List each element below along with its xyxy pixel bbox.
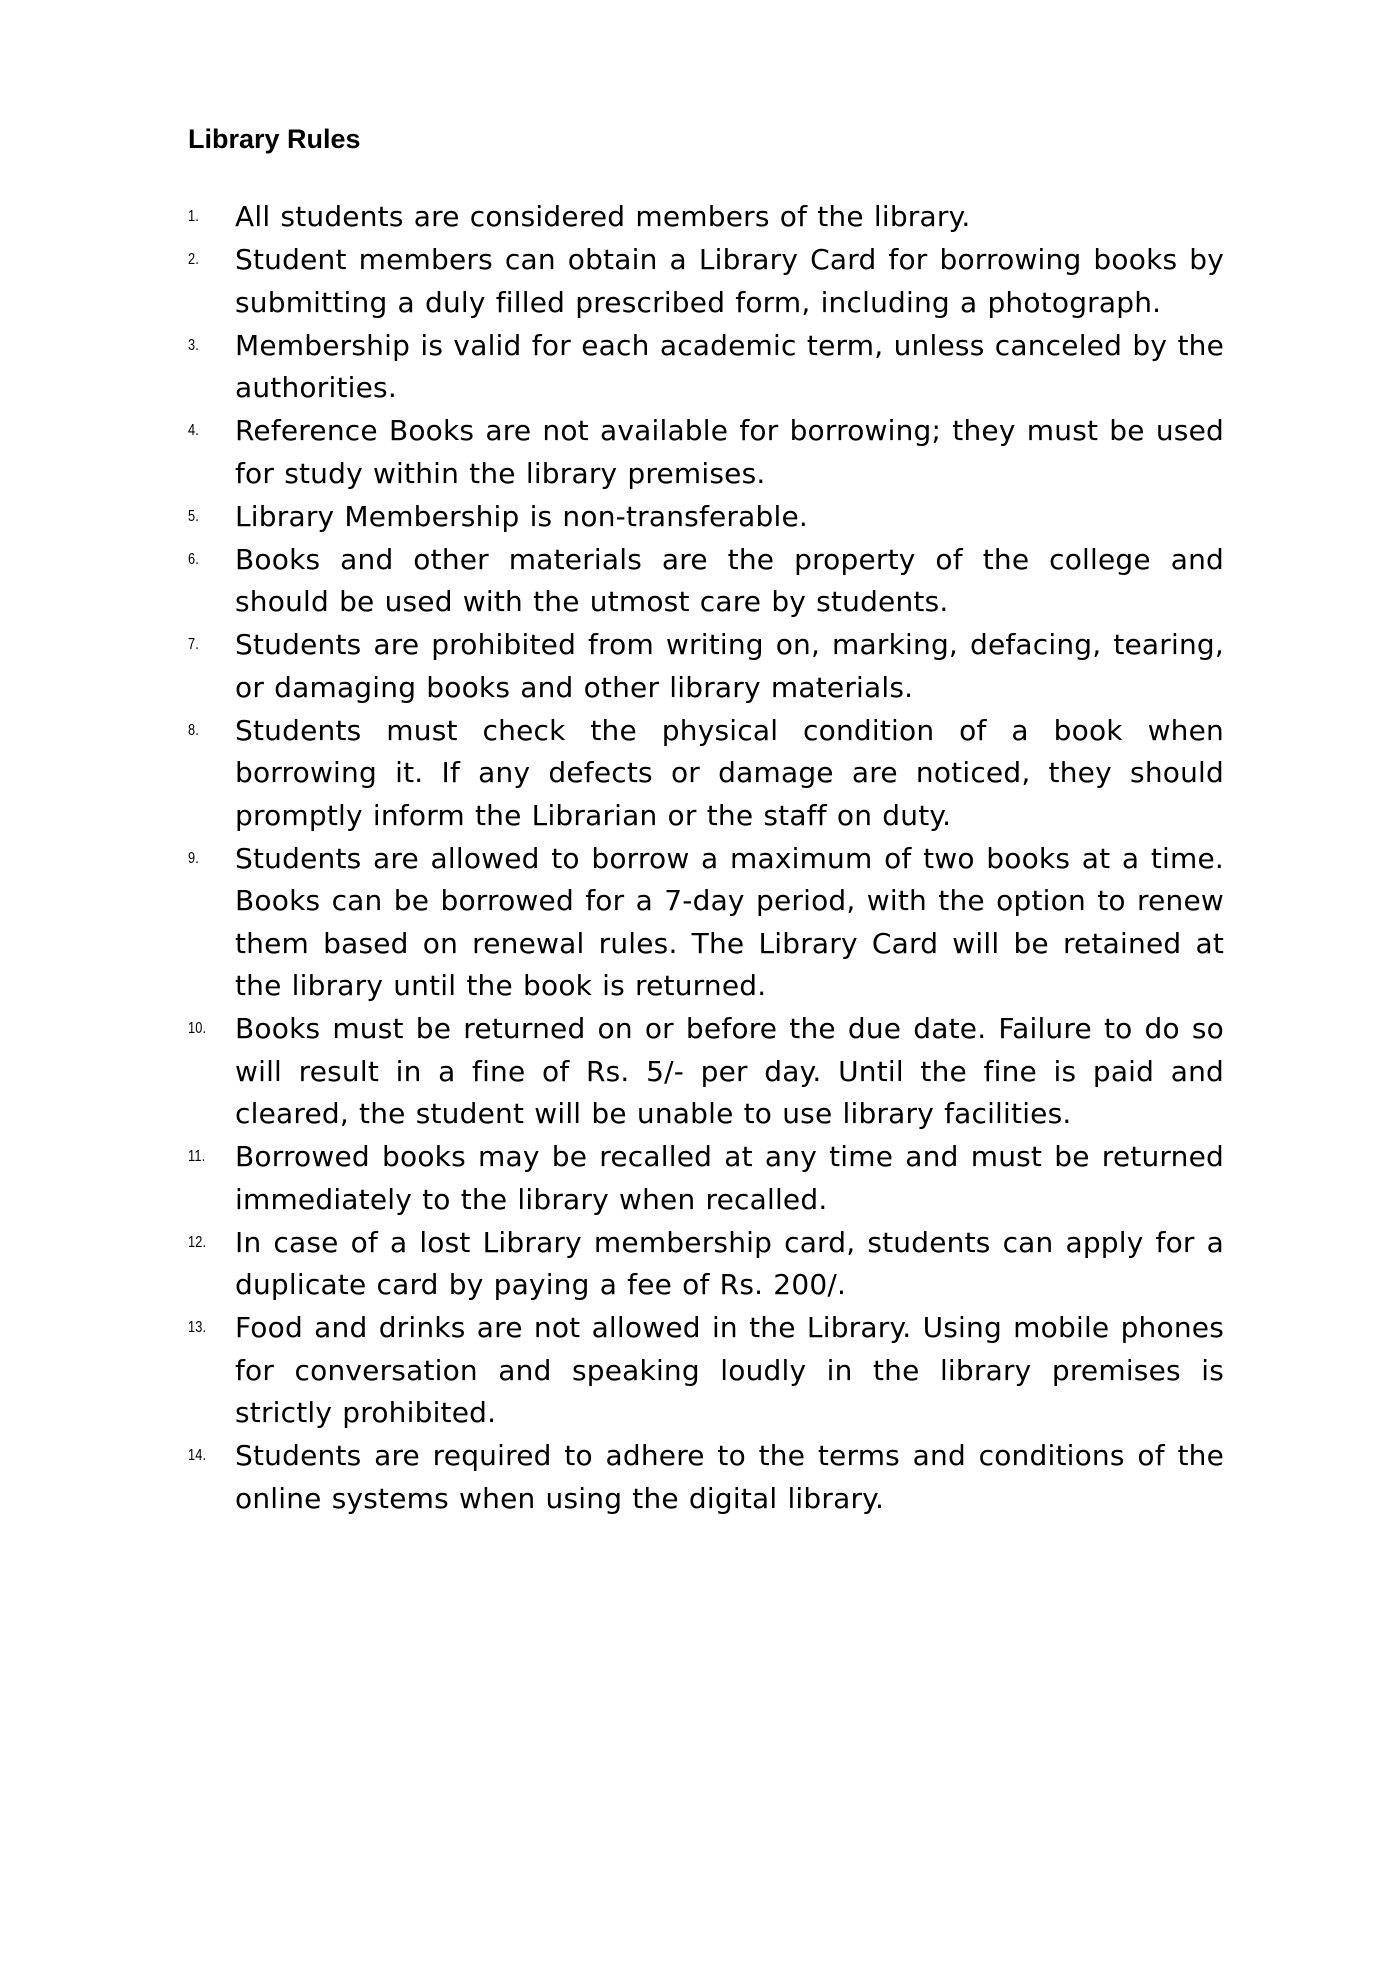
rule-number: 2.: [188, 251, 199, 268]
rule-number: 10.: [188, 1020, 207, 1037]
rule-text: Books and other materials are the property of the college and should be used with the utmost care by students.: [235, 542, 1224, 618]
rule-item: [188, 624, 1224, 709]
rule-text: All students are considered members of the library.: [235, 200, 971, 233]
rule-text: Student members can obtain a Library Card for borrowing books by submitting a duly filled prescribed form, including a photograph.: [235, 243, 1224, 319]
rule-item: [188, 410, 1224, 495]
rule-item: [188, 1008, 1224, 1136]
document-title: Library Rules: [188, 124, 361, 154]
rule-text: Borrowed books may be recalled at any time and must be returned immediately to the library when recalled.: [235, 1140, 1224, 1216]
rule-text: Students are allowed to borrow a maximum of two books at a time. Books can be borrowed for a 7-day period, with the option to renew them based on renewal rules. The Library Card will be retained at the library until the book is returned.: [235, 841, 1224, 1002]
rule-text: Reference Books are not available for borrowing; they must be used for study within the library premises.: [235, 414, 1224, 490]
rule-text: In case of a lost Library membership card, students can apply for a duplicate card by paying a fee of Rs. 200/.: [235, 1225, 1224, 1301]
rule-item: [188, 239, 1224, 324]
rule-number: 14.: [188, 1447, 207, 1464]
rule-number: 1.: [188, 208, 199, 225]
rule-text: Library Membership is non-transferable.: [235, 499, 808, 533]
rule-item: [188, 1307, 1224, 1435]
rule-text: Students must check the physical condition of a book when borrowing it. If any defects or damage are noticed, they should promptly inform the Librarian or the staff on duty.: [235, 713, 1224, 832]
rule-item: [188, 196, 1224, 239]
rule-text: Students are prohibited from writing on, marking, defacing, tearing, or damaging books and other library materials.: [235, 628, 1224, 704]
rule-item: [188, 1136, 1224, 1221]
rule-item: [188, 1435, 1224, 1520]
rule-text: Students are required to adhere to the terms and conditions of the online systems when using the digital library.: [235, 1439, 1224, 1515]
rule-number: 9.: [188, 849, 199, 867]
rule-text: Books must be returned on or before the due date. Failure to do so will result in a fine of Rs. 5/- per day. Until the fine is paid and cleared, the student will be unable to use library facilities.: [235, 1012, 1224, 1130]
rule-item: [188, 710, 1224, 838]
rule-number: 12.: [188, 1233, 207, 1251]
rule-number: 11.: [188, 1148, 206, 1165]
rule-text: Membership is valid for each academic term, unless canceled by the authorities.: [235, 328, 1224, 404]
rule-item: [188, 496, 1224, 539]
rule-text: Food and drinks are not allowed in the Library. Using mobile phones for conversation and speaking loudly in the library premises is strictly prohibited.: [235, 1311, 1224, 1429]
rule-item: [188, 1222, 1224, 1307]
rule-number: 5.: [188, 507, 199, 525]
rule-number: 7.: [188, 636, 199, 653]
rule-number: 8.: [188, 721, 199, 739]
rule-item: [188, 325, 1224, 410]
rule-number: 4.: [188, 422, 199, 439]
rule-item: [188, 838, 1224, 1008]
rule-number: 6.: [188, 550, 199, 568]
rule-item: [188, 539, 1224, 624]
rule-number: 13.: [188, 1319, 207, 1336]
rule-number: 3.: [188, 336, 199, 354]
rules-list: [188, 196, 1224, 1521]
